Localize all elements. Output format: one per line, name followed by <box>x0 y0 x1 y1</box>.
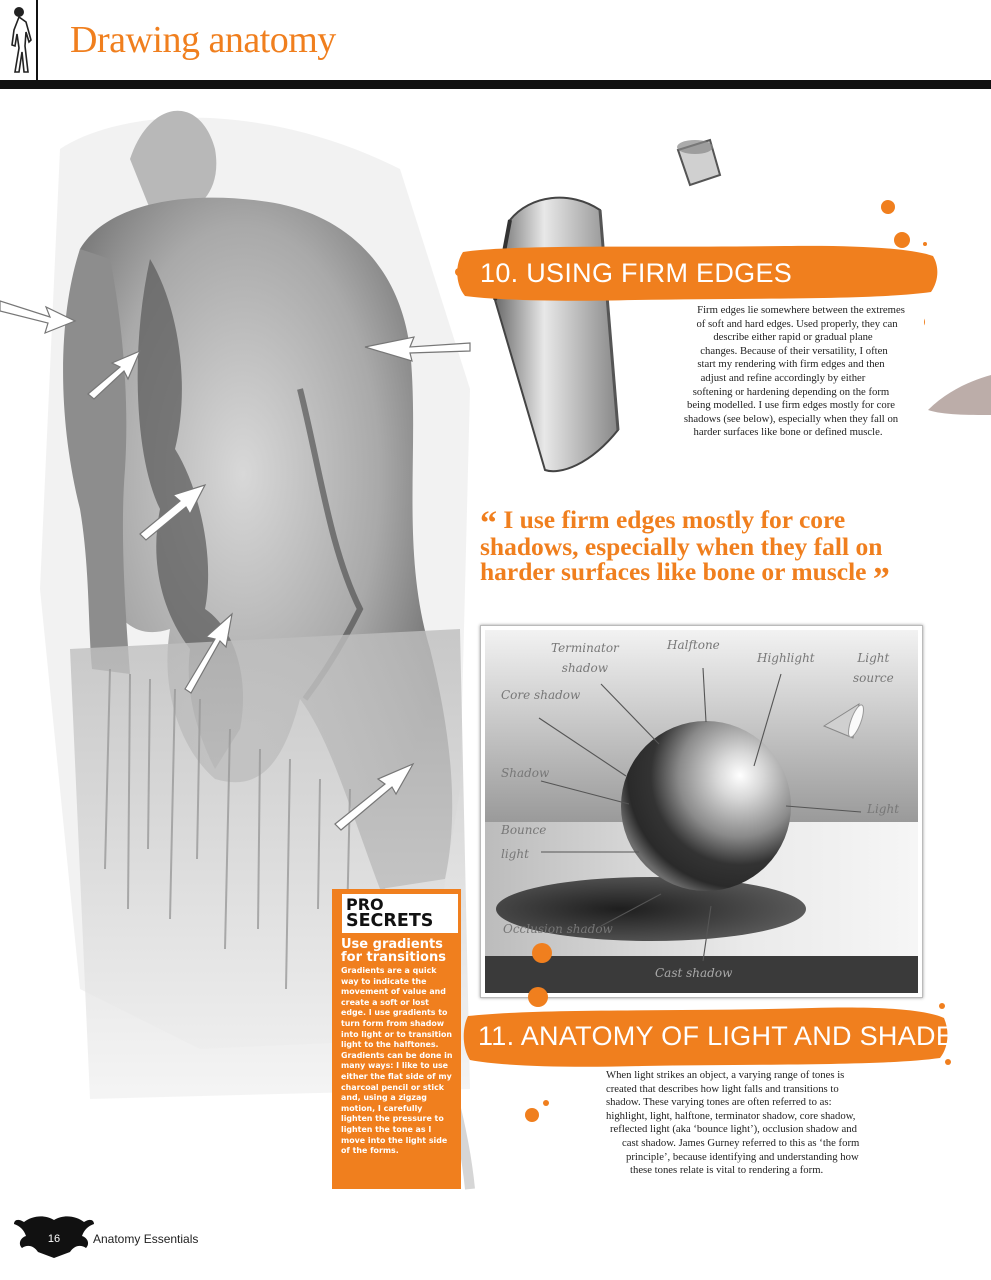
section10-line: adjust and refine accordingly by either <box>700 371 866 384</box>
figure-logo <box>0 0 38 80</box>
page-number: 16 <box>47 1233 61 1245</box>
page-title: Drawing anatomy <box>70 19 336 61</box>
quote-close-mark: ” <box>872 561 890 598</box>
label-light-source <box>853 648 894 688</box>
pro-title-line: SECRETS <box>346 911 434 931</box>
pro-body-line: either the flat side of my <box>341 1071 452 1081</box>
section11-line: highlight, light, halftone, terminator shadow, core shadow, <box>606 1109 856 1122</box>
label-core-shadow: Core shadow <box>501 688 581 702</box>
pro-body-line: lighten the pressure to <box>341 1114 444 1124</box>
pro-body-line: move into the light side <box>341 1135 448 1145</box>
label-cast-shadow: Cast shadow <box>655 966 733 980</box>
label-occlusion-shadow: Occlusion shadow <box>503 922 613 936</box>
pro-body-line: edge. I use gradients to <box>341 1008 448 1018</box>
label-bounce-light <box>501 818 546 866</box>
label-line: source <box>853 671 894 685</box>
side-smudge <box>918 360 991 430</box>
section11-line: reflected light (aka ‘bounce light’), occlusion shadow and <box>610 1123 857 1136</box>
quote-line: I use firm edges mostly for core <box>503 505 846 534</box>
label-shadow: Shadow <box>501 766 550 780</box>
pro-body-line: movement of value and <box>341 987 446 997</box>
label-line: Light <box>857 651 890 665</box>
pro-body-line: Gradients can be done in <box>341 1050 453 1060</box>
label-line: shadow <box>561 661 608 675</box>
publication-name: Anatomy Essentials <box>93 1232 199 1246</box>
pro-body-line: create a soft or lost <box>341 997 429 1007</box>
section10-line: softening or hardening depending on the form <box>692 385 890 398</box>
label-line: Terminator <box>551 641 619 655</box>
section10-body <box>656 304 926 440</box>
section10-heading: 10. USING FIRM EDGES <box>480 258 793 288</box>
pro-body-line: lighten the tone as I <box>341 1124 432 1134</box>
section11-body <box>606 1069 916 1178</box>
pro-body-line: turn form from shadow <box>341 1018 445 1028</box>
figure-logo-icon <box>0 0 36 80</box>
pro-secrets-subtitle <box>341 938 459 964</box>
pro-subtitle-line: Use gradients <box>341 937 443 952</box>
firm-edge-box-illustration <box>490 190 630 490</box>
pro-body-line: many ways: I like to use <box>341 1061 449 1071</box>
section11-line: cast shadow. James Gurney referred to this as ‘the form <box>622 1136 860 1149</box>
label-line: Bounce <box>501 823 547 837</box>
pull-quote <box>480 505 950 598</box>
section11-line: principle’, because identifying and understanding how <box>626 1150 859 1163</box>
label-highlight: Highlight <box>757 651 815 665</box>
section10-line: start my rendering with firm edges and then <box>697 358 885 371</box>
pro-body-line: of the forms. <box>341 1146 399 1156</box>
quote-open-mark: “ <box>480 505 497 542</box>
section10-line: changes. Because of their versatility, I often <box>700 344 888 357</box>
section10-line: shadows (see below), especially when they fall on <box>683 412 899 425</box>
pro-secrets-body <box>341 966 459 1157</box>
label-halftone: Halftone <box>667 638 720 652</box>
pro-secrets-title <box>342 894 458 933</box>
pro-body-line: and, using a zigzag <box>341 1093 427 1103</box>
section11-line: these tones relate is vital to rendering a form. <box>630 1164 824 1177</box>
section10-line: being modelled. I use firm edges mostly for core <box>686 399 896 412</box>
header-rule <box>0 80 991 89</box>
section11-line: shadow. These varying tones are often referred to as: <box>606 1096 832 1109</box>
section10-line: Firm edges lie somewhere between the extremes <box>697 304 905 316</box>
pro-body-line: Gradients are a quick <box>341 966 437 975</box>
section10-line: harder surfaces like bone or defined muscle. <box>693 426 883 439</box>
pro-body-line: charcoal pencil or stick <box>341 1082 444 1092</box>
section11-line: When light strikes an object, a varying range of tones is <box>606 1069 845 1081</box>
section11-heading: 11. ANATOMY OF LIGHT AND SHADE <box>478 1021 955 1051</box>
pro-body-line: into light or to transition <box>341 1029 452 1039</box>
pro-body-line: way to indicate the <box>341 976 427 986</box>
pro-title-line: PRO <box>346 895 384 914</box>
pro-subtitle-line: for transitions <box>341 950 446 965</box>
label-terminator-shadow <box>551 638 619 678</box>
pro-body-line: motion, I carefully <box>341 1103 423 1113</box>
quote-line: harder surfaces like bone or muscle <box>480 557 867 586</box>
section11-line: created that describes how light falls and transitions to <box>606 1082 839 1095</box>
section10-line: describe either rapid or gradual plane <box>713 331 873 344</box>
quote-line: shadows, especially when they fall on <box>480 532 883 561</box>
label-line: light <box>501 847 529 861</box>
pro-body-line: light to the halftones. <box>341 1040 439 1050</box>
label-light: Light <box>867 802 900 816</box>
section10-line: of soft and hard edges. Used properly, they can <box>696 317 898 330</box>
